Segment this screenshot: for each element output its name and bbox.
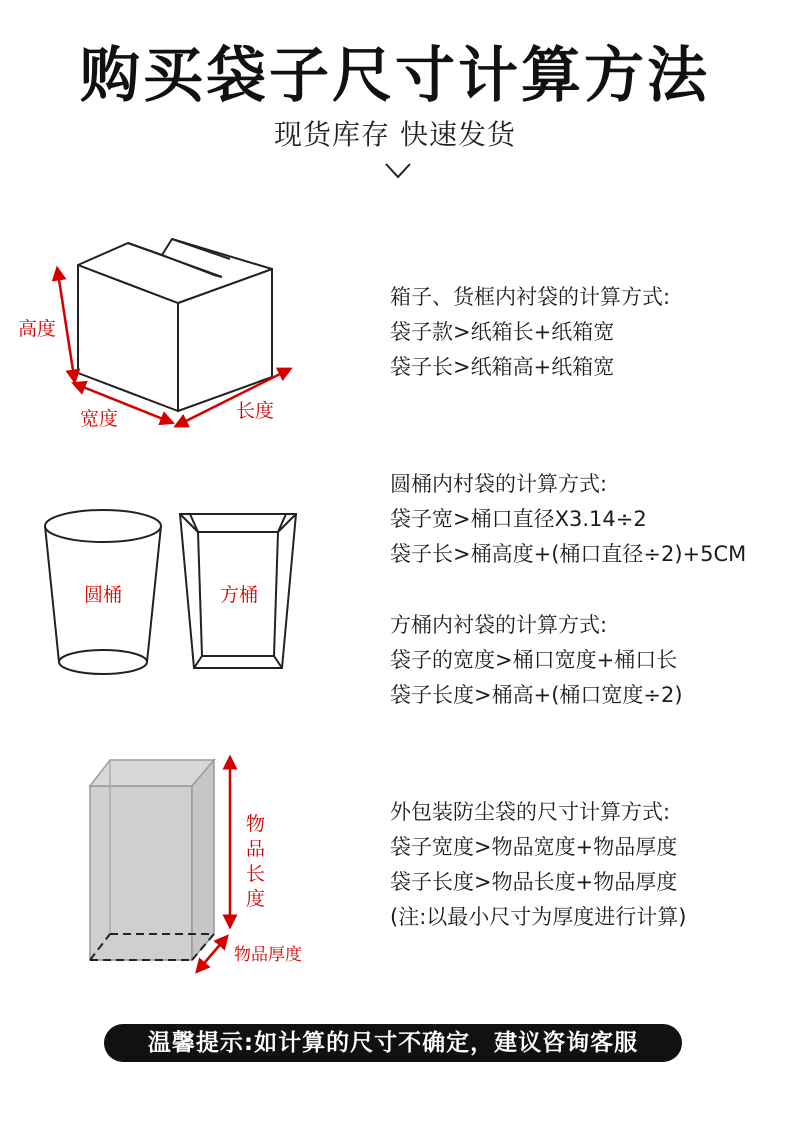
- tip-banner: 温馨提示:如计算的尺寸不确定，建议咨询客服: [104, 1024, 682, 1062]
- chevron-down-icon: [384, 162, 412, 180]
- box-formula-line: 袋子长>纸箱高+纸箱宽: [390, 355, 615, 379]
- height-label: 高度: [18, 318, 57, 340]
- dust-bag-formula-line: 袋子宽度>物品宽度+物品厚度: [390, 835, 678, 859]
- square-bucket-formula-title: 方桶内衬袋的计算方式:: [390, 613, 608, 637]
- square-bucket-formula-block: [390, 608, 683, 713]
- round-bucket-formula-line: 袋子长>桶高度+(桶口直径÷2)+5CM: [390, 542, 747, 566]
- square-bucket-formula-line: 袋子的宽度>桶口宽度+桶口长: [390, 648, 678, 672]
- box-formula-block: [390, 280, 670, 385]
- round-bucket-label: 圆桶: [84, 584, 123, 606]
- page-title: 购买袋子尺寸计算方法: [80, 41, 710, 111]
- square-bucket-label: 方桶: [220, 584, 259, 606]
- height-arrow: [58, 273, 74, 377]
- page-subtitle: 现货库存 快速发货: [274, 118, 516, 151]
- dust-bag-formula-block: [390, 795, 686, 935]
- bucket-illustration: [30, 500, 320, 680]
- box-formula-title: 箱子、货框内衬袋的计算方式:: [390, 285, 671, 309]
- item-length-label: 物品长度: [246, 813, 266, 910]
- round-bucket-formula-title: 圆桶内村袋的计算方式:: [390, 472, 608, 496]
- dust-bag-formula-line: 袋子长度>物品长度+物品厚度: [390, 870, 678, 894]
- square-bucket-formula-line: 袋子长度>桶高+(桶口宽度÷2): [390, 683, 683, 707]
- dust-bag-formula-note: (注:以最小尺寸为厚度进行计算): [390, 905, 687, 929]
- box-formula-line: 袋子款>纸箱长+纸箱宽: [390, 320, 615, 344]
- length-label: 长度: [236, 400, 275, 422]
- round-bucket-formula-line: 袋子宽>桶口直径X3.14÷2: [390, 507, 647, 531]
- dust-bag-formula-title: 外包装防尘袋的尺寸计算方式:: [390, 800, 671, 824]
- round-bucket-formula-block: [390, 467, 746, 572]
- item-box-icon: [90, 760, 214, 960]
- width-label: 宽度: [80, 408, 119, 430]
- item-thickness-label: 物品厚度: [234, 945, 302, 965]
